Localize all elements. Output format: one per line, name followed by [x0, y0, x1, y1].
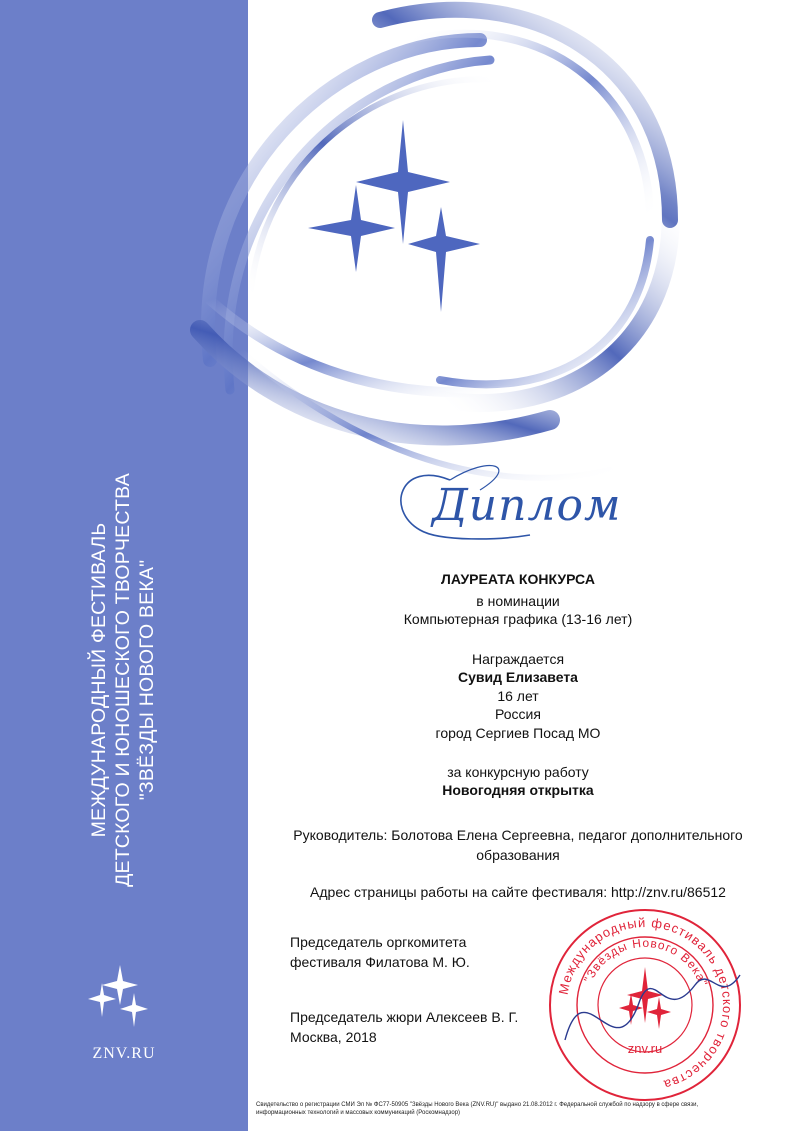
recipient-age: 16 лет — [497, 688, 539, 704]
festival-vertical-title — [87, 330, 159, 1030]
stamp-site: znv.ru — [627, 1041, 663, 1056]
nomination: Компьютерная графика (13-16 лет) — [403, 611, 633, 627]
swirl-stars-illustration — [150, 0, 800, 520]
festival-line-3: "ЗВЁЗДЫ НОВОГО ВЕКА" — [136, 559, 158, 801]
registration-footnote — [256, 1101, 776, 1117]
awarded-label: Награждается — [471, 651, 565, 667]
festival-line-1: МЕЖДУНАРОДНЫЙ ФЕСТИВАЛЬ — [88, 522, 110, 838]
handwritten-signature — [565, 975, 740, 1040]
recipient-name: Сувид Елизавета — [458, 669, 578, 685]
footnote-line-1: Свидетельство о регистрации СМИ Эл № ФС77-50905 "Звёзды Нового Века (ZNV.RU)" выдано 21.08.2012 г. Федеральной службой по надзору в сфере связи, — [256, 1102, 699, 1108]
official-stamp — [545, 905, 745, 1105]
diploma-title-text: Диплом — [432, 480, 622, 531]
work-address: Адрес страницы работы на сайте фестиваля: http://znv.ru/86512 — [310, 884, 726, 900]
diploma-title — [380, 450, 640, 550]
work-title: Новогодняя открытка — [442, 782, 594, 798]
chair-line-1: Председатель оргкомитета — [290, 934, 467, 950]
jury-chair: Председатель жюри Алексеев В. Г. — [290, 1009, 519, 1025]
chair-signature — [290, 932, 470, 972]
recipient-city: город Сергиев Посад МО — [435, 725, 601, 741]
supervisor-line-1: Руководитель: Болотова Елена Сергеевна, педагог дополнительного — [293, 827, 743, 843]
stamp-inner-text: "Звёзды Нового Века" — [580, 935, 711, 989]
footnote-line-2: информационных технологий и массовых коммуникаций (Роскомнадзор) — [256, 1110, 461, 1116]
stamp-ring-text: Международный фестиваль детского творчества — [555, 914, 736, 1093]
site-logo: ZNV.RU — [92, 1045, 156, 1062]
nomination-intro: в номинации — [476, 593, 560, 609]
chair-line-2: фестиваля Филатова М. Ю. — [290, 954, 470, 970]
band-stars-icon — [80, 965, 160, 1035]
festival-line-2: ДЕТСКОГО И ЮНОШЕСКОГО ТВОРЧЕСТВА — [112, 473, 134, 887]
work-intro: за конкурсную работу — [447, 764, 589, 780]
city-year: Москва, 2018 — [290, 1029, 377, 1045]
supervisor-line-2: образования — [476, 847, 560, 863]
laureate-heading: ЛАУРЕАТА КОНКУРСА — [441, 571, 595, 587]
recipient-country: Россия — [495, 706, 541, 722]
jury-signature — [290, 1007, 518, 1047]
